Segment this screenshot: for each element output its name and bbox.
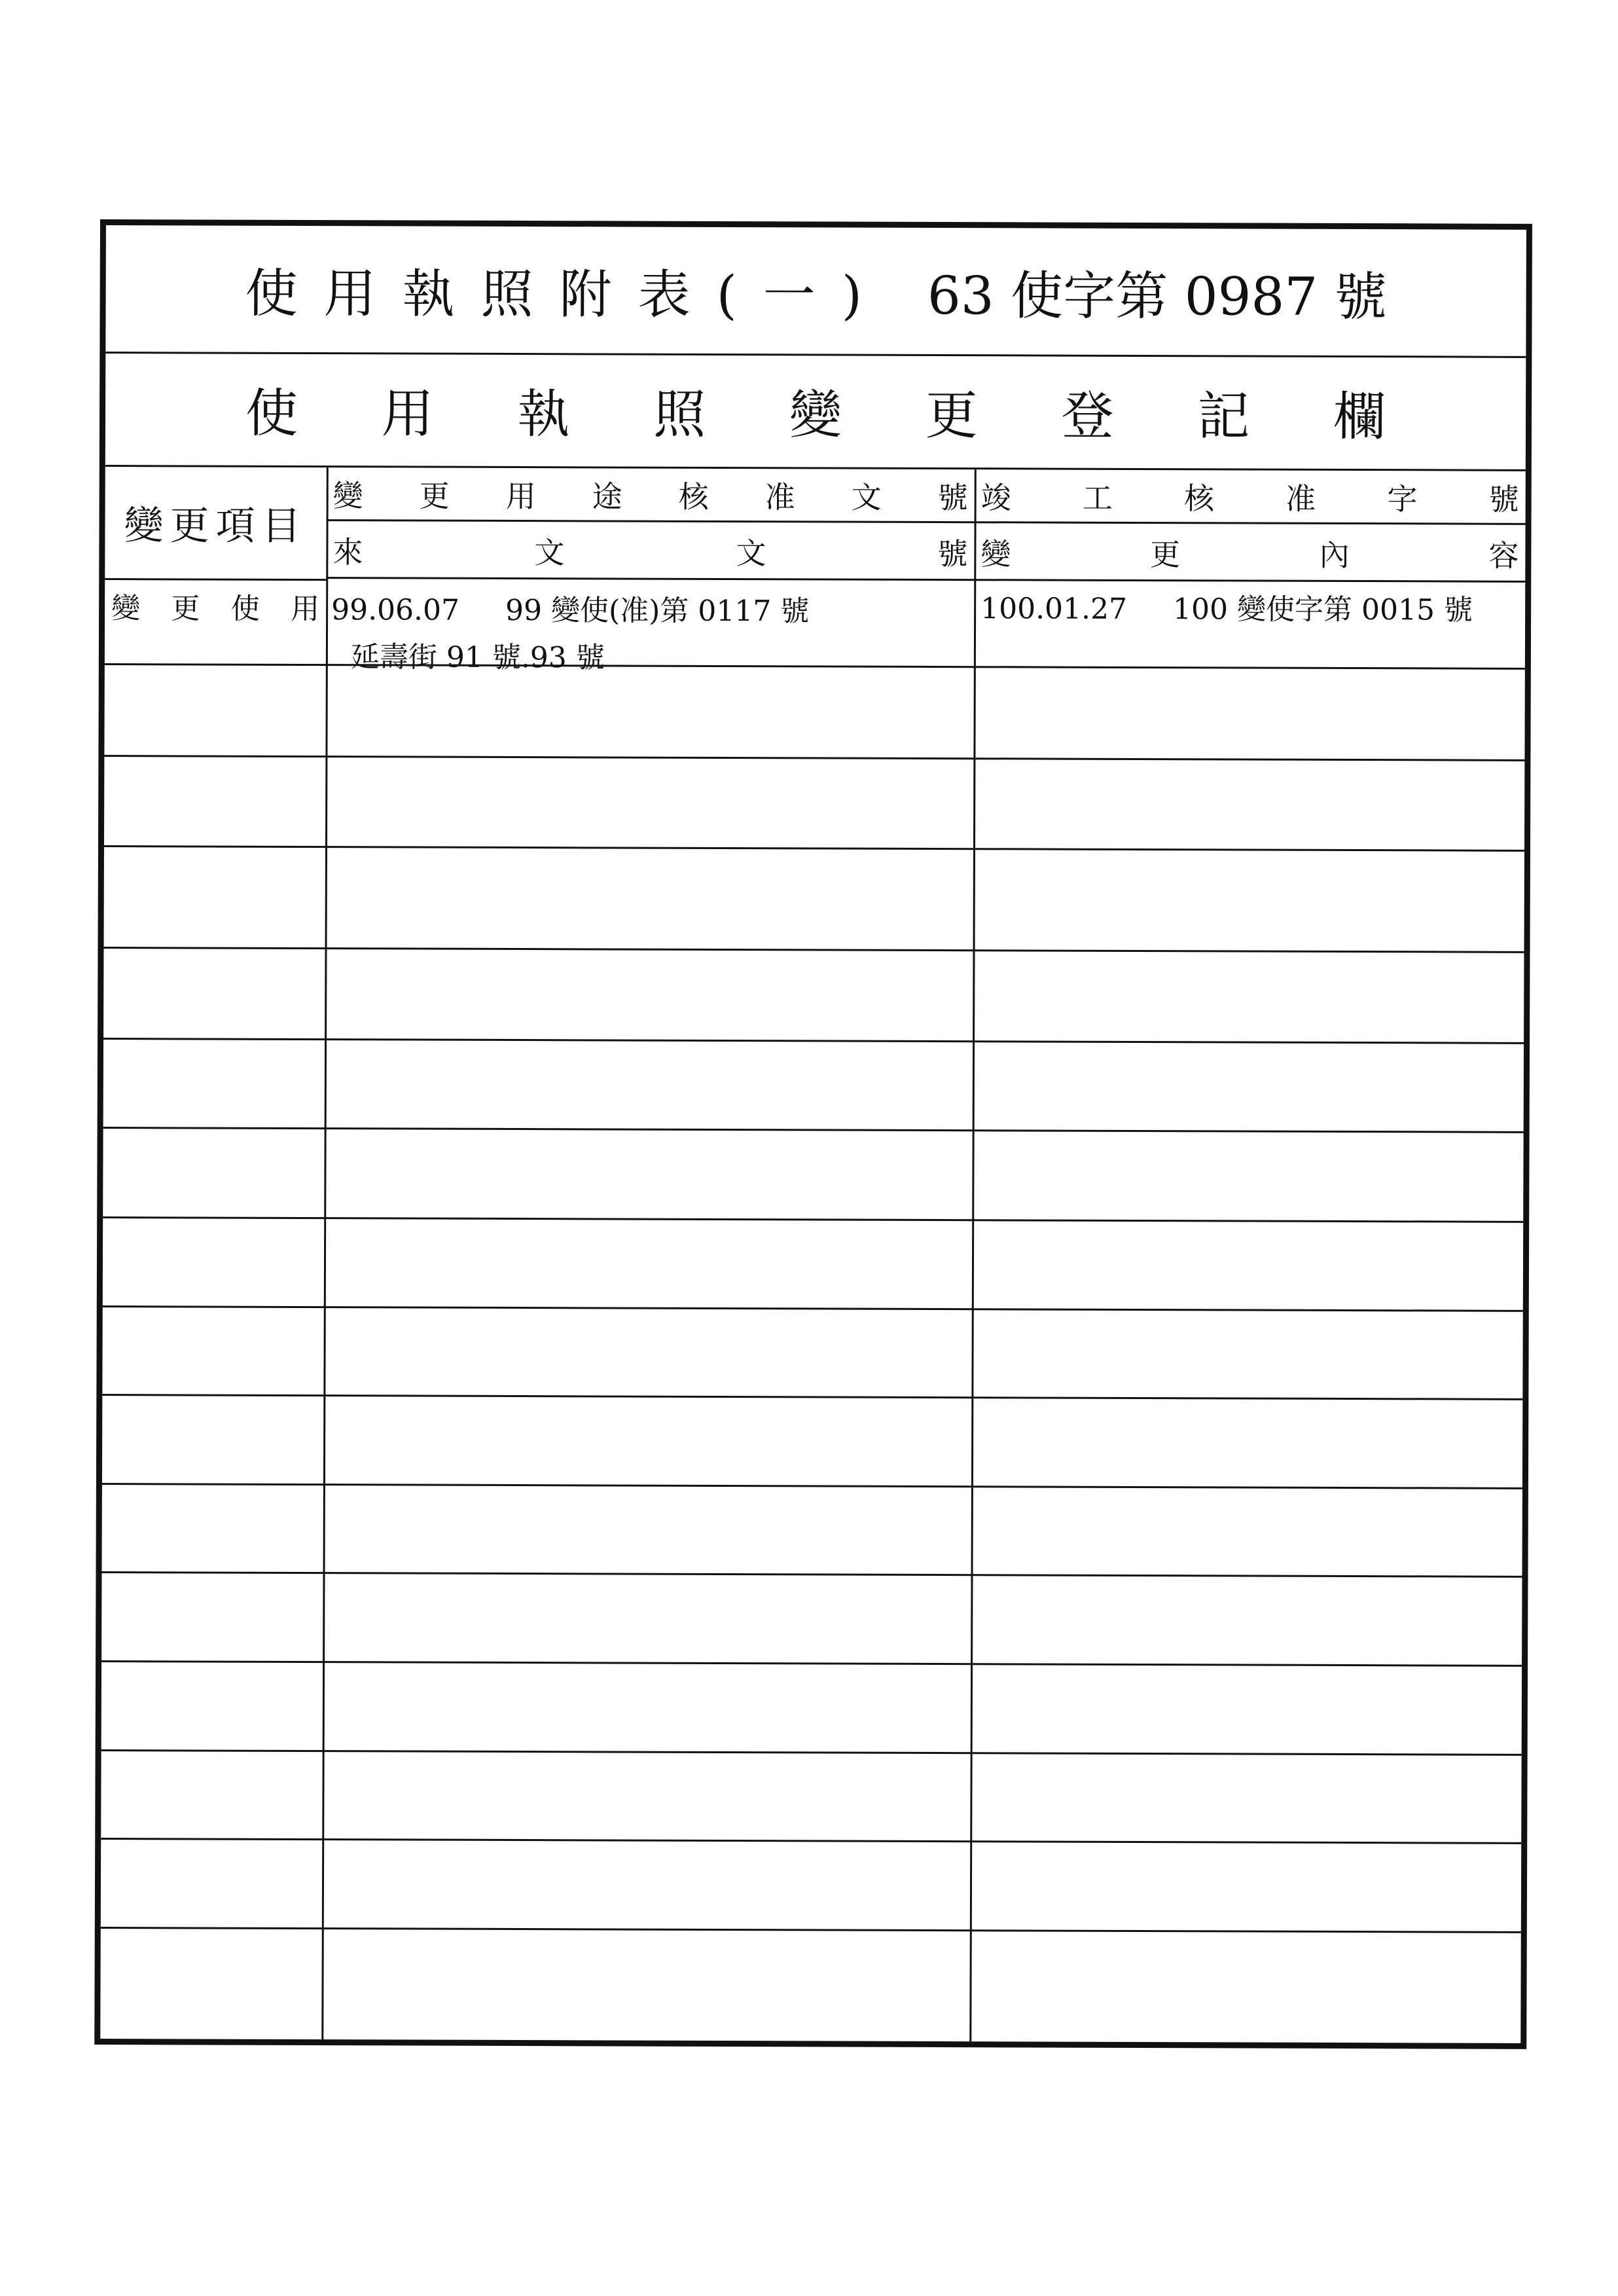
header-char: 內	[1319, 537, 1350, 573]
rows-completion-approval	[969, 581, 1525, 2043]
header-char: 變	[333, 477, 363, 513]
header-char: 工	[1082, 480, 1113, 516]
entry-address: 延壽街 91 號.93 號	[350, 640, 605, 675]
subtitle-char: 登	[1061, 385, 1114, 446]
header-char: 核	[1183, 480, 1215, 516]
subtitle-char: 記	[1197, 386, 1250, 447]
form-subtitle	[105, 352, 1526, 471]
entry-usage-approval	[331, 587, 810, 682]
header-char: 核	[678, 479, 709, 515]
form-title-main: 使用執照附表(一)	[245, 263, 889, 326]
subtitle-char: 更	[925, 384, 978, 446]
header-change-item: 變更項目	[105, 467, 327, 581]
column-usage-approval	[321, 467, 977, 2041]
header-usage-approval	[327, 467, 975, 523]
subtitle-char: 照	[653, 384, 706, 445]
header-change-content	[974, 525, 1525, 583]
header-char: 更	[1149, 537, 1181, 573]
entry-item-char: 更	[171, 592, 200, 626]
header-char: 途	[592, 478, 622, 515]
header-char: 文	[534, 535, 565, 571]
entry-item-char: 變	[111, 592, 141, 626]
column-completion-approval	[969, 469, 1526, 2043]
header-char: 容	[1488, 538, 1519, 574]
usage-approval-number: 99 變使(准)第 0117 號	[505, 593, 810, 629]
header-char: 號	[937, 536, 968, 572]
header-completion-approval	[975, 469, 1526, 525]
change-grid	[100, 467, 1526, 2043]
license-table-frame	[94, 219, 1532, 2049]
subtitle-char: 執	[517, 384, 570, 445]
license-number: 63 使字第 0987 號	[927, 264, 1387, 328]
subtitle-char: 欄	[1333, 386, 1386, 448]
header-char: 變	[980, 536, 1011, 572]
entry-completion-approval	[980, 585, 1473, 628]
header-char: 號	[937, 479, 968, 515]
header-char: 更	[419, 478, 450, 514]
header-char: 號	[1488, 481, 1519, 517]
entry-item-char: 使	[230, 592, 260, 626]
header-char: 文	[851, 479, 882, 515]
subtitle-char: 用	[381, 383, 434, 445]
header-char: 來	[333, 534, 363, 570]
rows-usage-approval	[321, 579, 974, 2041]
usage-approval-date: 99.06.07	[331, 593, 460, 627]
header-char: 准	[1285, 481, 1316, 517]
header-char: 用	[505, 478, 536, 514]
subtitle-char: 使	[245, 382, 298, 444]
header-char: 竣	[980, 479, 1011, 515]
header-incoming-doc	[326, 523, 974, 581]
completion-date: 100.01.27	[980, 592, 1128, 626]
entry-item-char: 用	[291, 592, 320, 627]
column-change-item	[100, 467, 329, 2039]
header-char: 文	[736, 536, 766, 572]
entry-item	[111, 585, 319, 627]
rows-change-item	[100, 578, 326, 2039]
form-title	[105, 225, 1526, 358]
header-char: 准	[764, 479, 795, 515]
header-char: 字	[1387, 481, 1418, 517]
completion-number: 100 變使字第 0015 號	[1172, 592, 1473, 627]
subtitle-char: 變	[789, 384, 842, 446]
